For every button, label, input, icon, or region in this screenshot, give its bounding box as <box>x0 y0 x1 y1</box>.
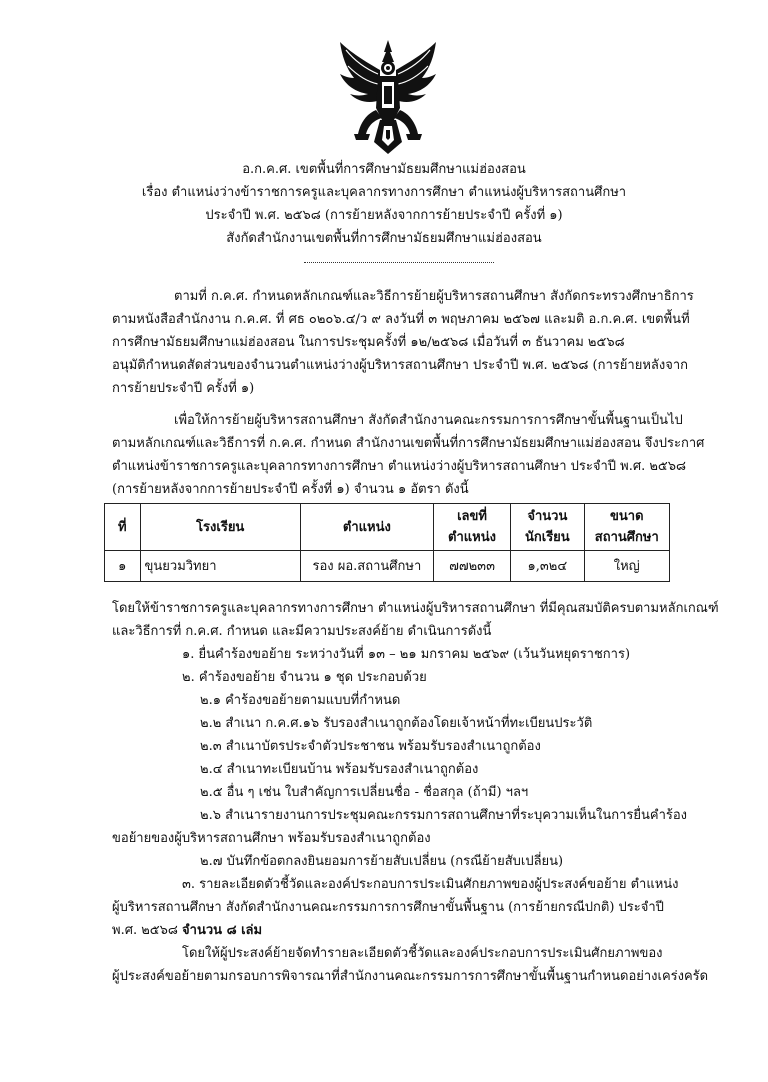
cell-position-number: ๗๗๒๓๓ <box>433 551 510 582</box>
cell-student-count: ๑,๓๒๔ <box>511 551 584 582</box>
list-item: ๒.๒ สำเนา ก.ค.ศ.๑๖ รับรองสำเนาถูกต้องโดยเจ้าหน้าที่ทะเบียนประวัติ <box>200 716 593 731</box>
col-no: ที่ <box>105 504 141 551</box>
list-item: โดยให้ผู้ประสงค์ย้ายจัดทำรายละเอียดตัวชี้วัดและองค์ประกอบการประเมินศักยภาพของ <box>182 946 663 961</box>
year-text: พ.ศ. ๒๕๖๘ <box>112 923 183 938</box>
paragraph-eligibility <box>112 597 719 643</box>
list-item: ๒.๔ สำเนาทะเบียนบ้าน พร้อมรับรองสำเนาถูกต้อง <box>200 762 479 777</box>
subject-line: เรื่อง ตำแหน่งว่างข้าราชการครูและบุคลากรทางการศึกษา ตำแหน่งผู้บริหารสถานศึกษา <box>141 185 627 200</box>
cell-position: รอง ผอ.สถานศึกษา <box>300 551 433 582</box>
para2-line: ตำแหน่งข้าราชการครูและบุคลากรทางการศึกษา ตำแหน่งว่างผู้บริหารสถานศึกษา ประจำปี พ.ศ. ๒๕๖๘ <box>112 459 687 474</box>
list-item: ๓. รายละเอียดตัวชี้วัดและองค์ประกอบการประเมินศักยภาพของผู้ประสงค์ขอย้าย ตำแหน่ง <box>182 877 679 892</box>
para1-line: ตามหนังสือสำนักงาน ก.ค.ศ. ที่ ศธ ๐๒๐๖.๔/ว ๙ ลงวันที่ ๓ พฤษภาคม ๒๕๖๗ และมติ อ.ก.ค.ศ. เขตพื้นที่ <box>112 312 690 327</box>
vacancy-table <box>104 503 670 582</box>
subject-year-line: ประจำปี พ.ศ. ๒๕๖๘ (การย้ายหลังจากการย้ายประจำปี ครั้งที่ ๑) <box>205 208 563 223</box>
table-row <box>105 551 670 582</box>
col-student-count: จำนวน นักเรียน <box>511 504 584 551</box>
list-item: ๒.๓ สำเนาบัตรประจำตัวประชาชน พร้อมรับรองสำเนาถูกต้อง <box>200 739 541 754</box>
list-item <box>112 919 682 942</box>
list-item: ๒.๕ อื่น ๆ เช่น ใบสำคัญการเปลี่ยนชื่อ - ชื่อสกุล (ถ้ามี) ฯลฯ <box>200 785 529 800</box>
list-item: ผู้บริหารสถานศึกษา สังกัดสำนักงานคณะกรรมการการศึกษาขั้นพื้นฐาน (การย้ายกรณีปกติ) ประจำปี <box>112 900 664 915</box>
cell-school-size: ใหญ่ <box>584 551 669 582</box>
list-item: ๒.๖ สำเนารายงานการประชุมคณะกรรมการสถานศึกษาที่ระบุความเห็นในการยื่นคำร้อง <box>200 808 688 823</box>
para2-line: เพื่อให้การย้ายผู้บริหารสถานศึกษา สังกัดสำนักงานคณะกรรมการการศึกษาขั้นพื้นฐานเป็นไป <box>174 413 683 428</box>
list-item: ขอย้ายของผู้บริหารสถานศึกษา พร้อมรับรองสำเนาถูกต้อง <box>112 831 431 846</box>
col-position: ตำแหน่ง <box>300 504 433 551</box>
para1-line: อนุมัติกำหนดสัดส่วนของจำนวนตำแหน่งว่างผู้บริหารสถานศึกษา ประจำปี พ.ศ. ๒๕๖๘ (การย้ายหลังจาก <box>112 358 688 373</box>
header-divider <box>304 262 494 263</box>
procedure-list <box>112 643 709 988</box>
list-item: ๒.๑ คำร้องขอย้ายตามแบบที่กำหนด <box>200 693 401 708</box>
list-item: ๑. ยื่นคำร้องขอย้าย ระหว่างวันที่ ๑๓ – ๒๑ มกราคม ๒๕๖๙ (เว้นวันหยุดราชการ) <box>182 647 631 662</box>
para2-line: ตามหลักเกณฑ์และวิธีการที่ ก.ค.ศ. กำหนด สำนักงานเขตพื้นที่การศึกษามัธยมศึกษาแม่ฮ่องสอน จึงประกาศ <box>112 436 705 451</box>
garuda-emblem-icon <box>336 38 440 158</box>
col-school-size: ขนาด สถานศึกษา <box>584 504 669 551</box>
list-item: ๒.๗ บันทึกข้อตกลงยินยอมการย้ายสับเปลี่ยน (กรณีย้ายสับเปลี่ยน) <box>200 854 564 869</box>
cell-no: ๑ <box>105 551 141 582</box>
para1-line: การศึกษามัธยมศึกษาแม่ฮ่องสอน ในการประชุมครั้งที่ ๑๒/๒๕๖๘ เมื่อวันที่ ๓ ธันวาคม ๒๕๖๘ <box>112 335 625 350</box>
para2-line: (การย้ายหลังจากการย้ายประจำปี ครั้งที่ ๑) จำนวน ๑ อัตรา ดังนี้ <box>112 482 469 497</box>
table-header-row <box>105 504 670 551</box>
committee-name: อ.ก.ค.ศ. เขตพื้นที่การศึกษามัธยมศึกษาแม่ฮ่องสอน <box>242 162 526 177</box>
para1-line: ตามที่ ก.ค.ศ. กำหนดหลักเกณฑ์และวิธีการย้ายผู้บริหารสถานศึกษา สังกัดกระทรวงศึกษาธิการ <box>174 289 694 304</box>
col-position-number: เลขที่ ตำแหน่ง <box>433 504 510 551</box>
document-header <box>0 158 768 250</box>
list-item: ๒. คำร้องขอย้าย จำนวน ๑ ชุด ประกอบด้วย <box>182 670 427 685</box>
para1-line: การย้ายประจำปี ครั้งที่ ๑) <box>112 381 255 396</box>
para3-line: และวิธีการที่ ก.ค.ศ. กำหนด และมีความประสงค์ย้าย ดำเนินการดังนี้ <box>112 624 492 639</box>
cell-school: ขุนยวมวิทยา <box>140 551 300 582</box>
paragraph-announcement <box>112 409 705 501</box>
list-item: ผู้ประสงค์ขอย้ายตามกรอบการพิจารณาที่สำนักงานคณะกรรมการการศึกษาขั้นพื้นฐานกำหนดอย่างเคร่งครัด <box>112 969 709 984</box>
para3-line: โดยให้ข้าราชการครูและบุคลากรทางการศึกษา ตำแหน่งผู้บริหารสถานศึกษา ที่มีคุณสมบัติครบตามหลักเกณฑ์ <box>112 601 719 616</box>
col-school: โรงเรียน <box>140 504 300 551</box>
volume-count: จำนวน ๘ เล่ม <box>182 923 263 938</box>
paragraph-authority <box>112 285 694 400</box>
office-line: สังกัดสำนักงานเขตพื้นที่การศึกษามัธยมศึกษาแม่ฮ่องสอน <box>226 231 542 246</box>
